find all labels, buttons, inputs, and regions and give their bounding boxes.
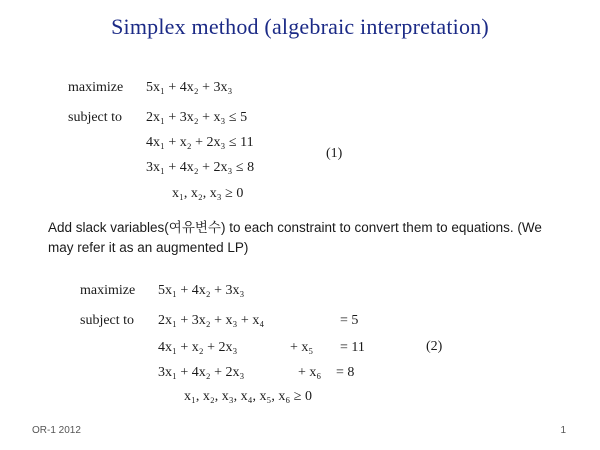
subject-to-keyword: subject to: [68, 110, 123, 125]
constraint-1: 2x₁ + 3x₂ + x₃ ≤ 5: [146, 110, 248, 125]
objective-function: 5x₁ + 4x₂ + 3x₃: [146, 80, 233, 95]
nonnegativity: x₁, x₂, x₃, x₄, x₅, x₆ ≥ 0: [184, 389, 312, 404]
footer-course-label: OR-1 2012: [32, 425, 81, 436]
constraint-3-slack: + x₆: [298, 365, 322, 380]
equation-label-1: (1): [326, 146, 343, 161]
constraint-3: 3x₁ + 4x₂ + 2x₃ ≤ 8: [146, 160, 255, 175]
constraint-2-slack: + x₅: [290, 340, 314, 355]
constraint-3-rhs: = 8: [336, 365, 355, 380]
subject-to-keyword: subject to: [80, 313, 135, 328]
nonnegativity: x₁, x₂, x₃ ≥ 0: [172, 186, 244, 201]
objective-function: 5x₁ + 4x₂ + 3x₃: [158, 283, 245, 298]
constraint-1-lhs: 2x₁ + 3x₂ + x₃ + x₄: [158, 313, 265, 328]
constraint-2-lhs: 4x₁ + x₂ + 2x₃: [158, 340, 238, 355]
maximize-keyword: maximize: [68, 80, 124, 95]
constraint-1-rhs: = 5: [340, 313, 359, 328]
slide-title: Simplex method (algebraic interpretation): [111, 14, 489, 39]
page-number: 1: [560, 425, 566, 436]
maximize-keyword: maximize: [80, 283, 136, 298]
constraint-3-lhs: 3x₁ + 4x₂ + 2x₃: [158, 365, 245, 380]
equation-label-2: (2): [426, 339, 443, 354]
constraint-2: 4x₁ + x₂ + 2x₃ ≤ 11: [146, 135, 254, 150]
slack-variable-explanation: Add slack variables(여유변수) to each constraint to convert them to equations. (We may refer it as an augmented LP): [48, 220, 542, 255]
constraint-2-rhs: = 11: [340, 340, 365, 355]
